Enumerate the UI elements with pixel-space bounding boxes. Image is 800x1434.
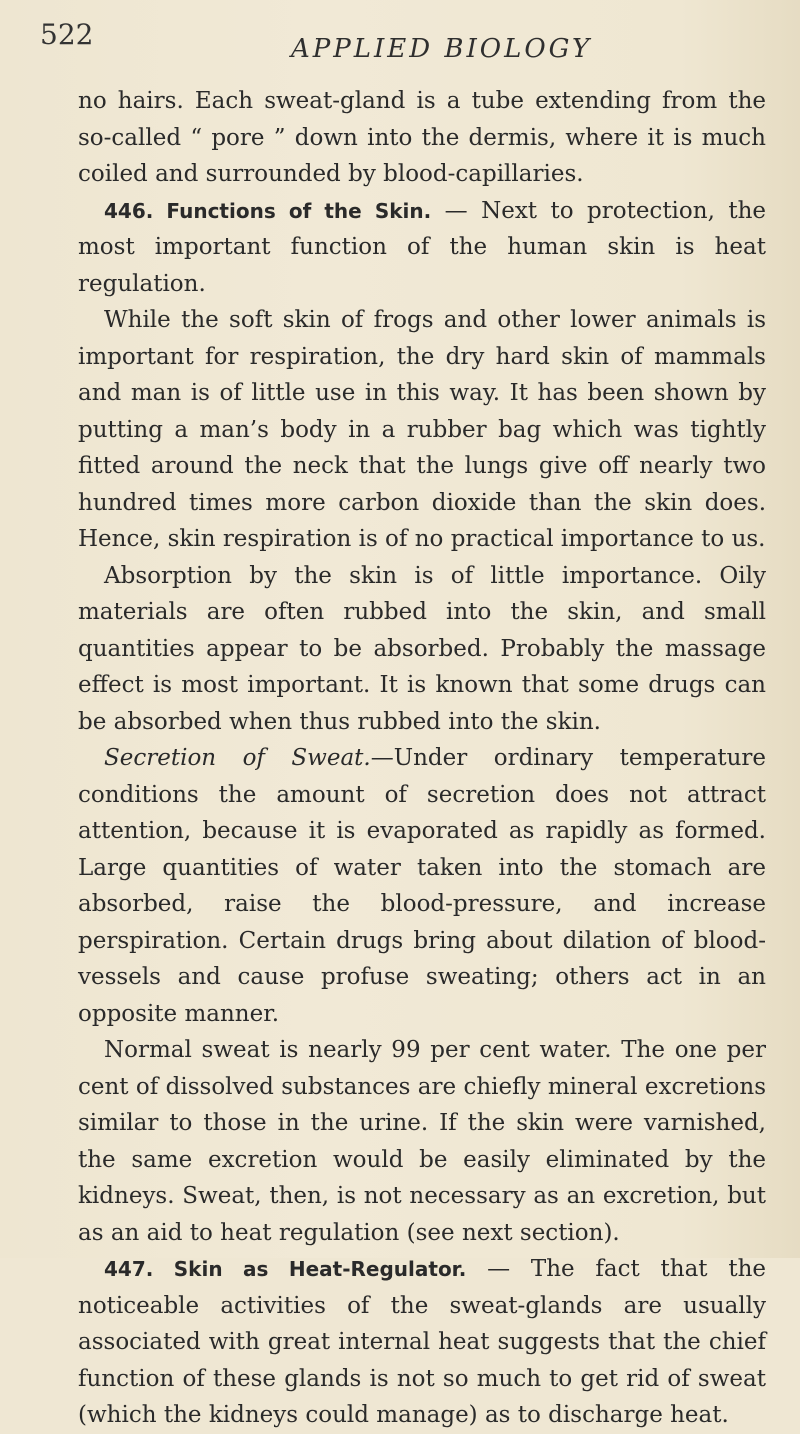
paragraph-absorption: Absorption by the skin is of little importance. Oily materials are often rubbed into the skin, and small quantities appear to be absorbed. Probably the massage effect is most important. It is known that some drugs can be absorbed when thus rubbed into the skin. xyxy=(78,562,766,735)
section-heading-447: 447. Skin as Heat-Regulator. xyxy=(104,1257,467,1281)
body-text xyxy=(78,83,766,1434)
paragraph-respiration: While the soft skin of frogs and other lower animals is important for respiration, the dry hard skin of mammals and man is of little use in this way. It has been shown by putting a man’s body in a rubber bag which was tightly fitted around the neck that the lungs give off nearly two hundred times more carbon dioxide than the skin does. Hence, skin respiration is of no practical importance to us. xyxy=(78,307,766,552)
paragraph-section-446 xyxy=(78,193,766,303)
paragraph-continuation: no hairs. Each sweat-gland is a tube extending from the so-called “ pore ” down into the dermis, where it is much coiled and surrounded by blood-capillaries. xyxy=(78,88,766,187)
section-447-text: — The fact that the noticeable activities of the sweat-glands are usually associated with great internal heat suggests that the chief function of these glands is not so much to get rid of sweat (which the kidneys could manage) as to discharge heat. xyxy=(78,1256,766,1428)
paragraph-section-447 xyxy=(78,1251,766,1434)
paragraph-secretion xyxy=(78,740,766,1032)
page-number: 522 xyxy=(40,18,94,51)
running-title: APPLIED BIOLOGY xyxy=(291,34,593,64)
secretion-heading: Secretion of Sweat. xyxy=(104,745,371,771)
section-446-text: — Next to protection, the most important function of the human skin is heat regulation. xyxy=(78,197,766,297)
secretion-text: —Under ordinary temperature conditions the amount of secretion does not attract attention, because it is evaporated as rapidly as formed. Large quantities of water taken into the stomach are absorbed, raise the blood-pressure, and increase perspiration. Certain drugs bring about dilation of blood-vessels and cause profuse sweating; others act in an opposite manner. xyxy=(78,745,766,1027)
section-heading-446: 446. Functions of the Skin. xyxy=(104,198,432,223)
paragraph-normal-sweat: Normal sweat is nearly 99 per cent water. The one per cent of dissolved substances are chiefly mineral excretions similar to those in the urine. If the skin were varnished, the same excretion would be easily eliminated by the kidneys. Sweat, then, is not necessary as an excretion, but as an aid to heat regulation (see next section). xyxy=(78,1037,766,1246)
